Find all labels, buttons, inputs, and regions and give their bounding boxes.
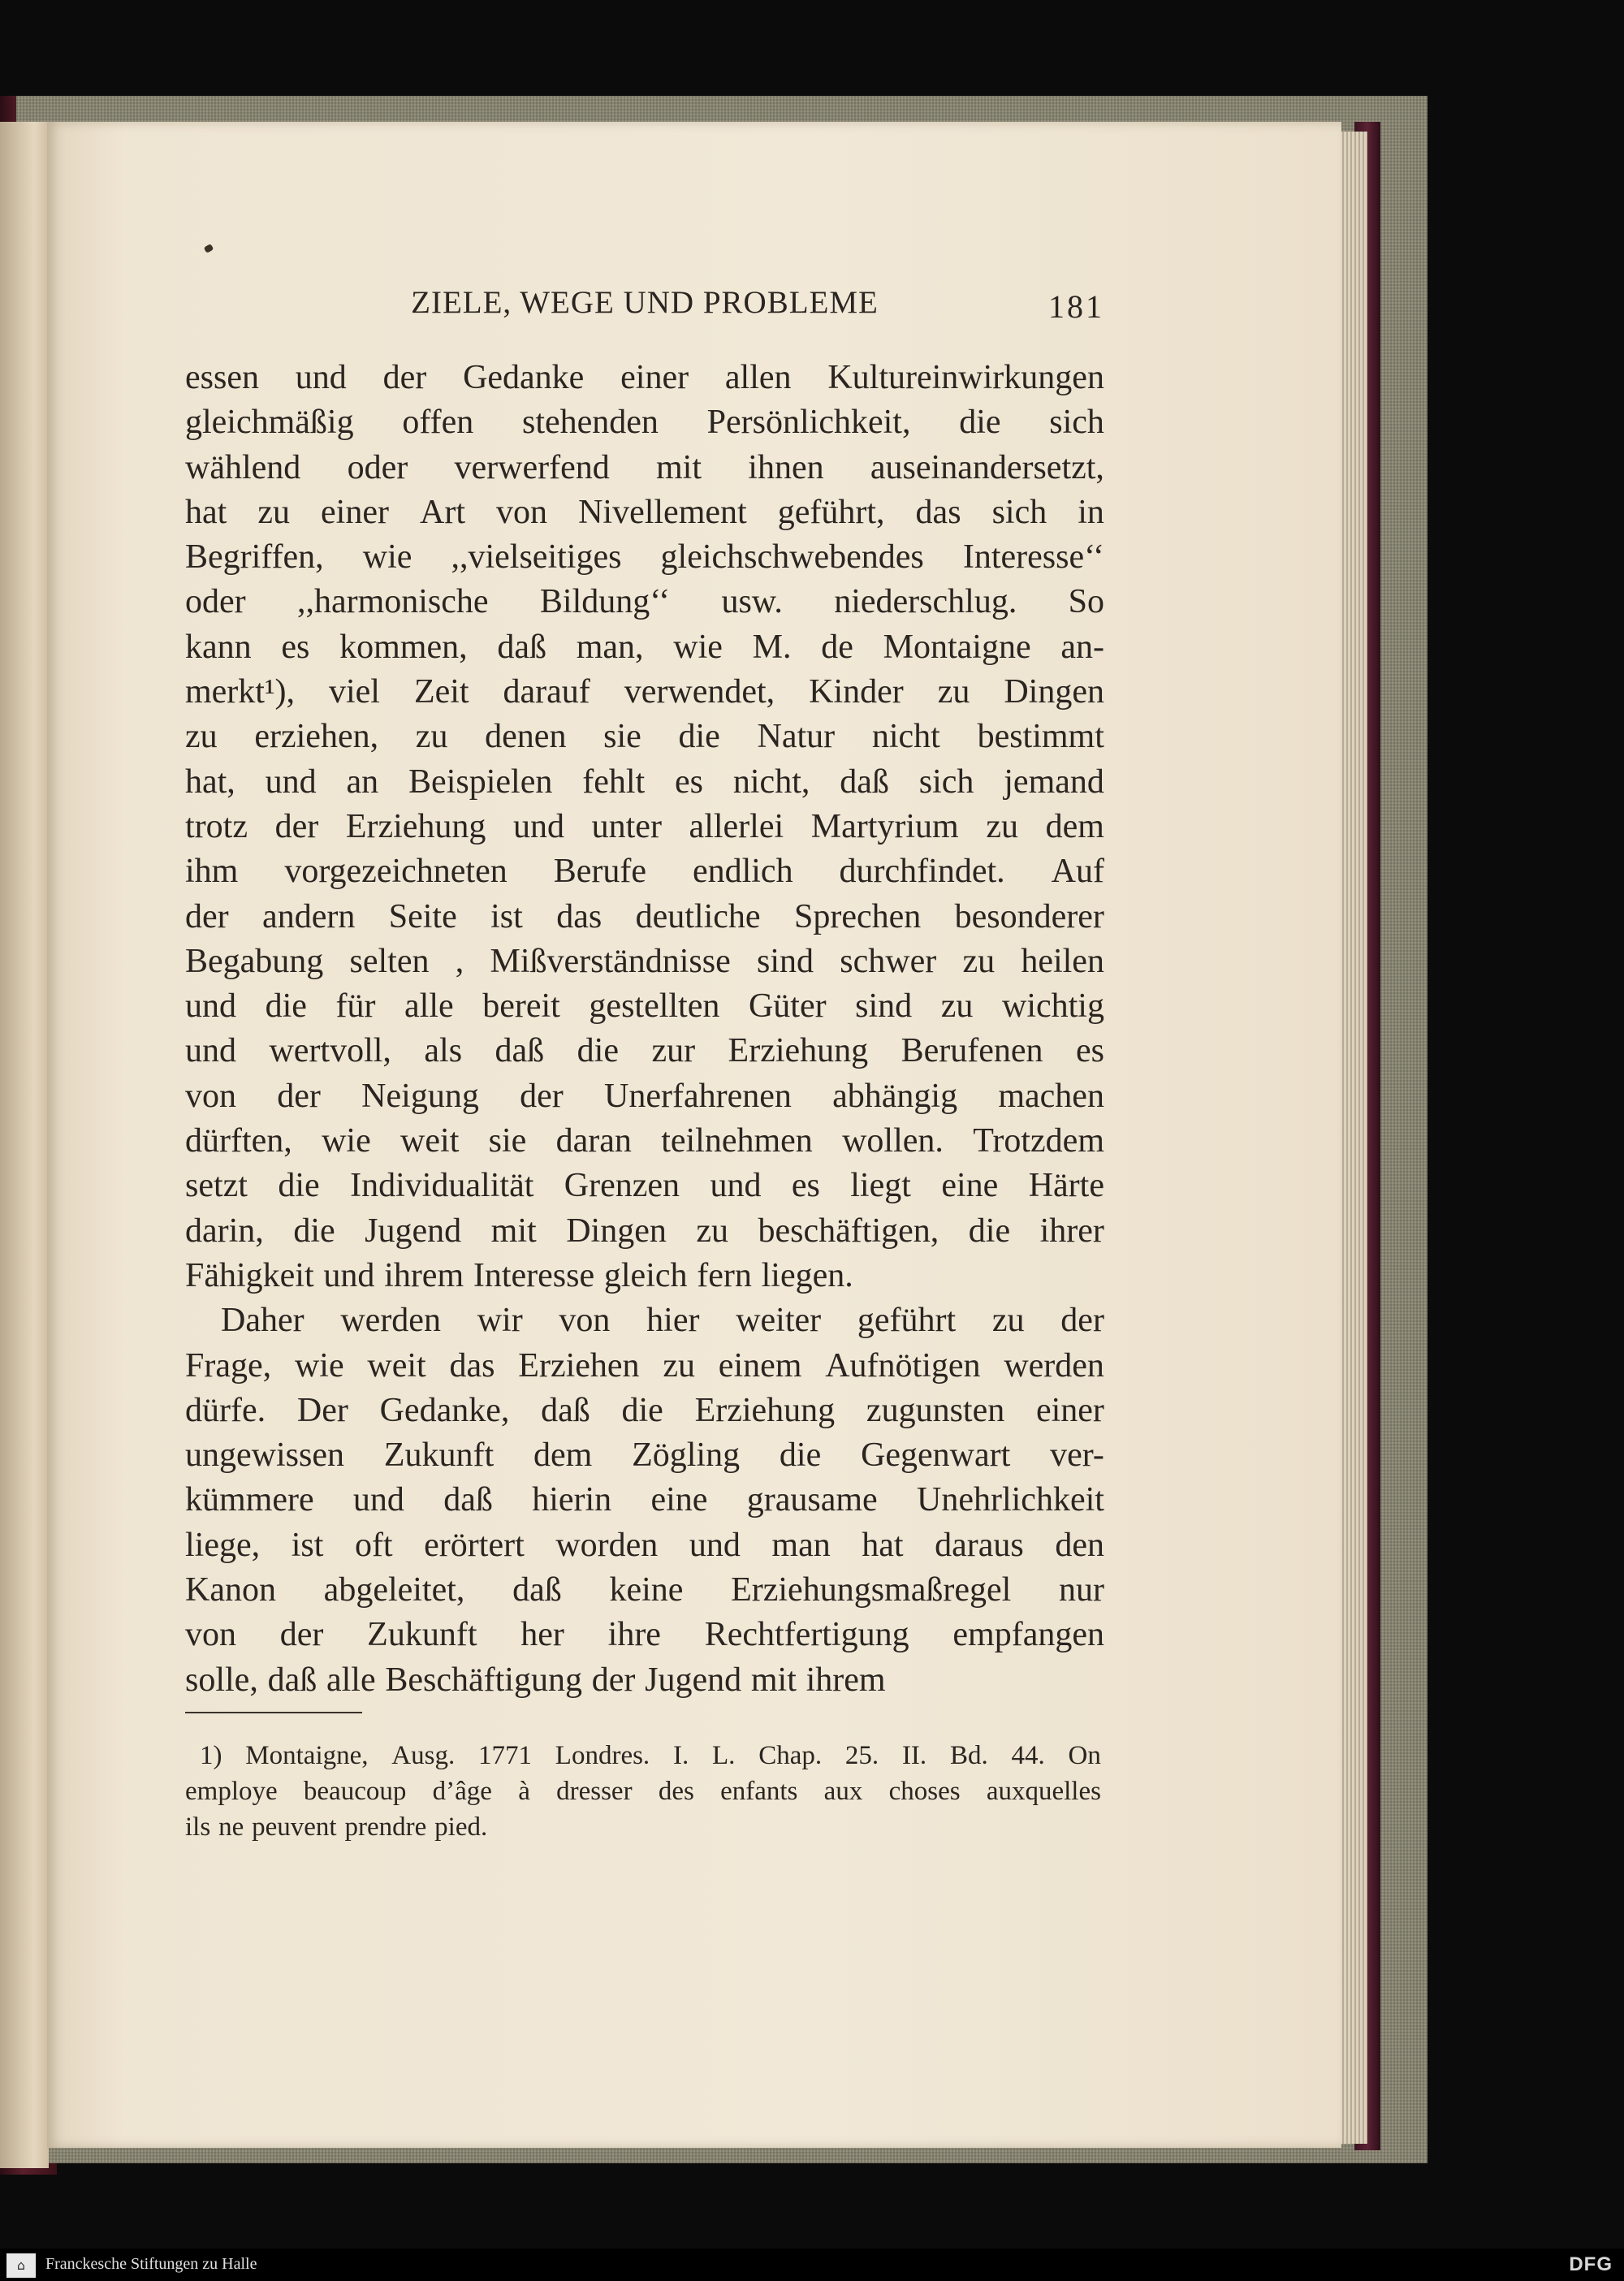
- text-line: Frage, wie weit das Erziehen zu einem Aufnötigen werden: [185, 1346, 1104, 1385]
- text-line: der andern Seite ist das deutliche Sprechen besonderer: [185, 897, 1104, 935]
- text-line: essen und der Gedanke einer allen Kultureinwirkungen: [185, 359, 1104, 396]
- text-line: setzt die Individualität Grenzen und es liegt eine Härte: [185, 1167, 1104, 1205]
- text-line: Begriffen, wie ,,vielseitiges gleichschwebendes Interesse‘‘: [185, 538, 1104, 577]
- text-line: von der Zukunft her ihre Rechtfertigung empfangen: [185, 1616, 1104, 1654]
- text-line: gleichmäßig offen stehenden Persönlichkeit, die sich: [185, 404, 1104, 442]
- text-line: zu erziehen, zu denen sie die Natur nicht bestimmt: [185, 718, 1104, 756]
- footnote-line: ils ne peuvent prendre pied.: [185, 1812, 488, 1842]
- text-line: Daher werden wir von hier weiter geführt zu der: [221, 1302, 1104, 1340]
- text-line: kann es kommen, daß man, wie M. de Montaigne an-: [185, 628, 1104, 666]
- page-header: [185, 284, 1104, 325]
- footnotes: [185, 1738, 1101, 1845]
- text-line: darin, die Jugend mit Dingen zu beschäftigen, die ihrer: [185, 1212, 1104, 1250]
- text-line: trotz der Erziehung und unter allerlei Martyrium zu dem: [185, 807, 1104, 845]
- viewer-footer: [0, 2249, 1624, 2281]
- text-line: ihm vorgezeichneten Berufe endlich durchfindet. Auf: [185, 853, 1104, 891]
- institution-name: Franckesche Stiftungen zu Halle: [45, 2255, 257, 2273]
- text-line: hat zu einer Art von Nivellement geführt, das sich in: [185, 493, 1104, 531]
- text-line: ungewissen Zukunft dem Zögling die Gegenwart ver-: [185, 1436, 1104, 1475]
- text-line: und wertvoll, als daß die zur Erziehung Berufenen es: [185, 1032, 1104, 1070]
- text-line: von der Neigung der Unerfahrenen abhängig machen: [185, 1077, 1104, 1115]
- text-line: liege, ist oft erörtert worden und man hat daraus den: [185, 1526, 1104, 1564]
- text-line: solle, daß alle Beschäftigung der Jugend mit ihrem: [185, 1661, 886, 1699]
- text-line: Fähigkeit und ihrem Interesse gleich fern liegen.: [185, 1256, 853, 1294]
- text-line: merkt¹), viel Zeit darauf verwendet, Kinder zu Dingen: [185, 673, 1104, 711]
- institution-logo-icon: ⌂: [6, 2253, 36, 2278]
- text-line: Kanon abgeleitet, daß keine Erziehungsmaßregel nur: [185, 1571, 1104, 1609]
- page-number: 181: [1048, 288, 1104, 325]
- text-line: dürften, wie weit sie daran teilnehmen wollen. Trotzdem: [185, 1122, 1104, 1160]
- footnote-rule: [185, 1712, 362, 1713]
- facing-page-edge: [0, 122, 49, 2168]
- text-line: hat, und an Beispielen fehlt es nicht, daß sich jemand: [185, 762, 1104, 801]
- text-line: oder ,,harmonische Bildung‘‘ usw. niederschlug. So: [185, 583, 1104, 621]
- text-line: Begabung selten , Mißverständnisse sind schwer zu heilen: [185, 942, 1104, 980]
- footnote-line: 1) Montaigne, Ausg. 1771 Londres. I. L. Chap. 25. II. Bd. 44. On: [200, 1741, 1101, 1770]
- page-edges: [1340, 132, 1367, 2144]
- body-text: [185, 356, 1104, 1703]
- text-line: wählend oder verwerfend mit ihnen auseinandersetzt,: [185, 448, 1104, 486]
- funder-logo: DFG: [1569, 2253, 1613, 2275]
- text-line: dürfe. Der Gedanke, daß die Erziehung zugunsten einer: [185, 1391, 1104, 1429]
- running-title: ZIELE, WEGE UND PROBLEME: [411, 285, 879, 320]
- text-line: kümmere und daß hierin eine grausame Unehrlichkeit: [185, 1481, 1104, 1519]
- text-line: und die für alle bereit gestellten Güter sind zu wichtig: [185, 987, 1104, 1026]
- footnote-line: employe beaucoup d’âge à dresser des enfants aux choses auxquelles: [185, 1777, 1101, 1806]
